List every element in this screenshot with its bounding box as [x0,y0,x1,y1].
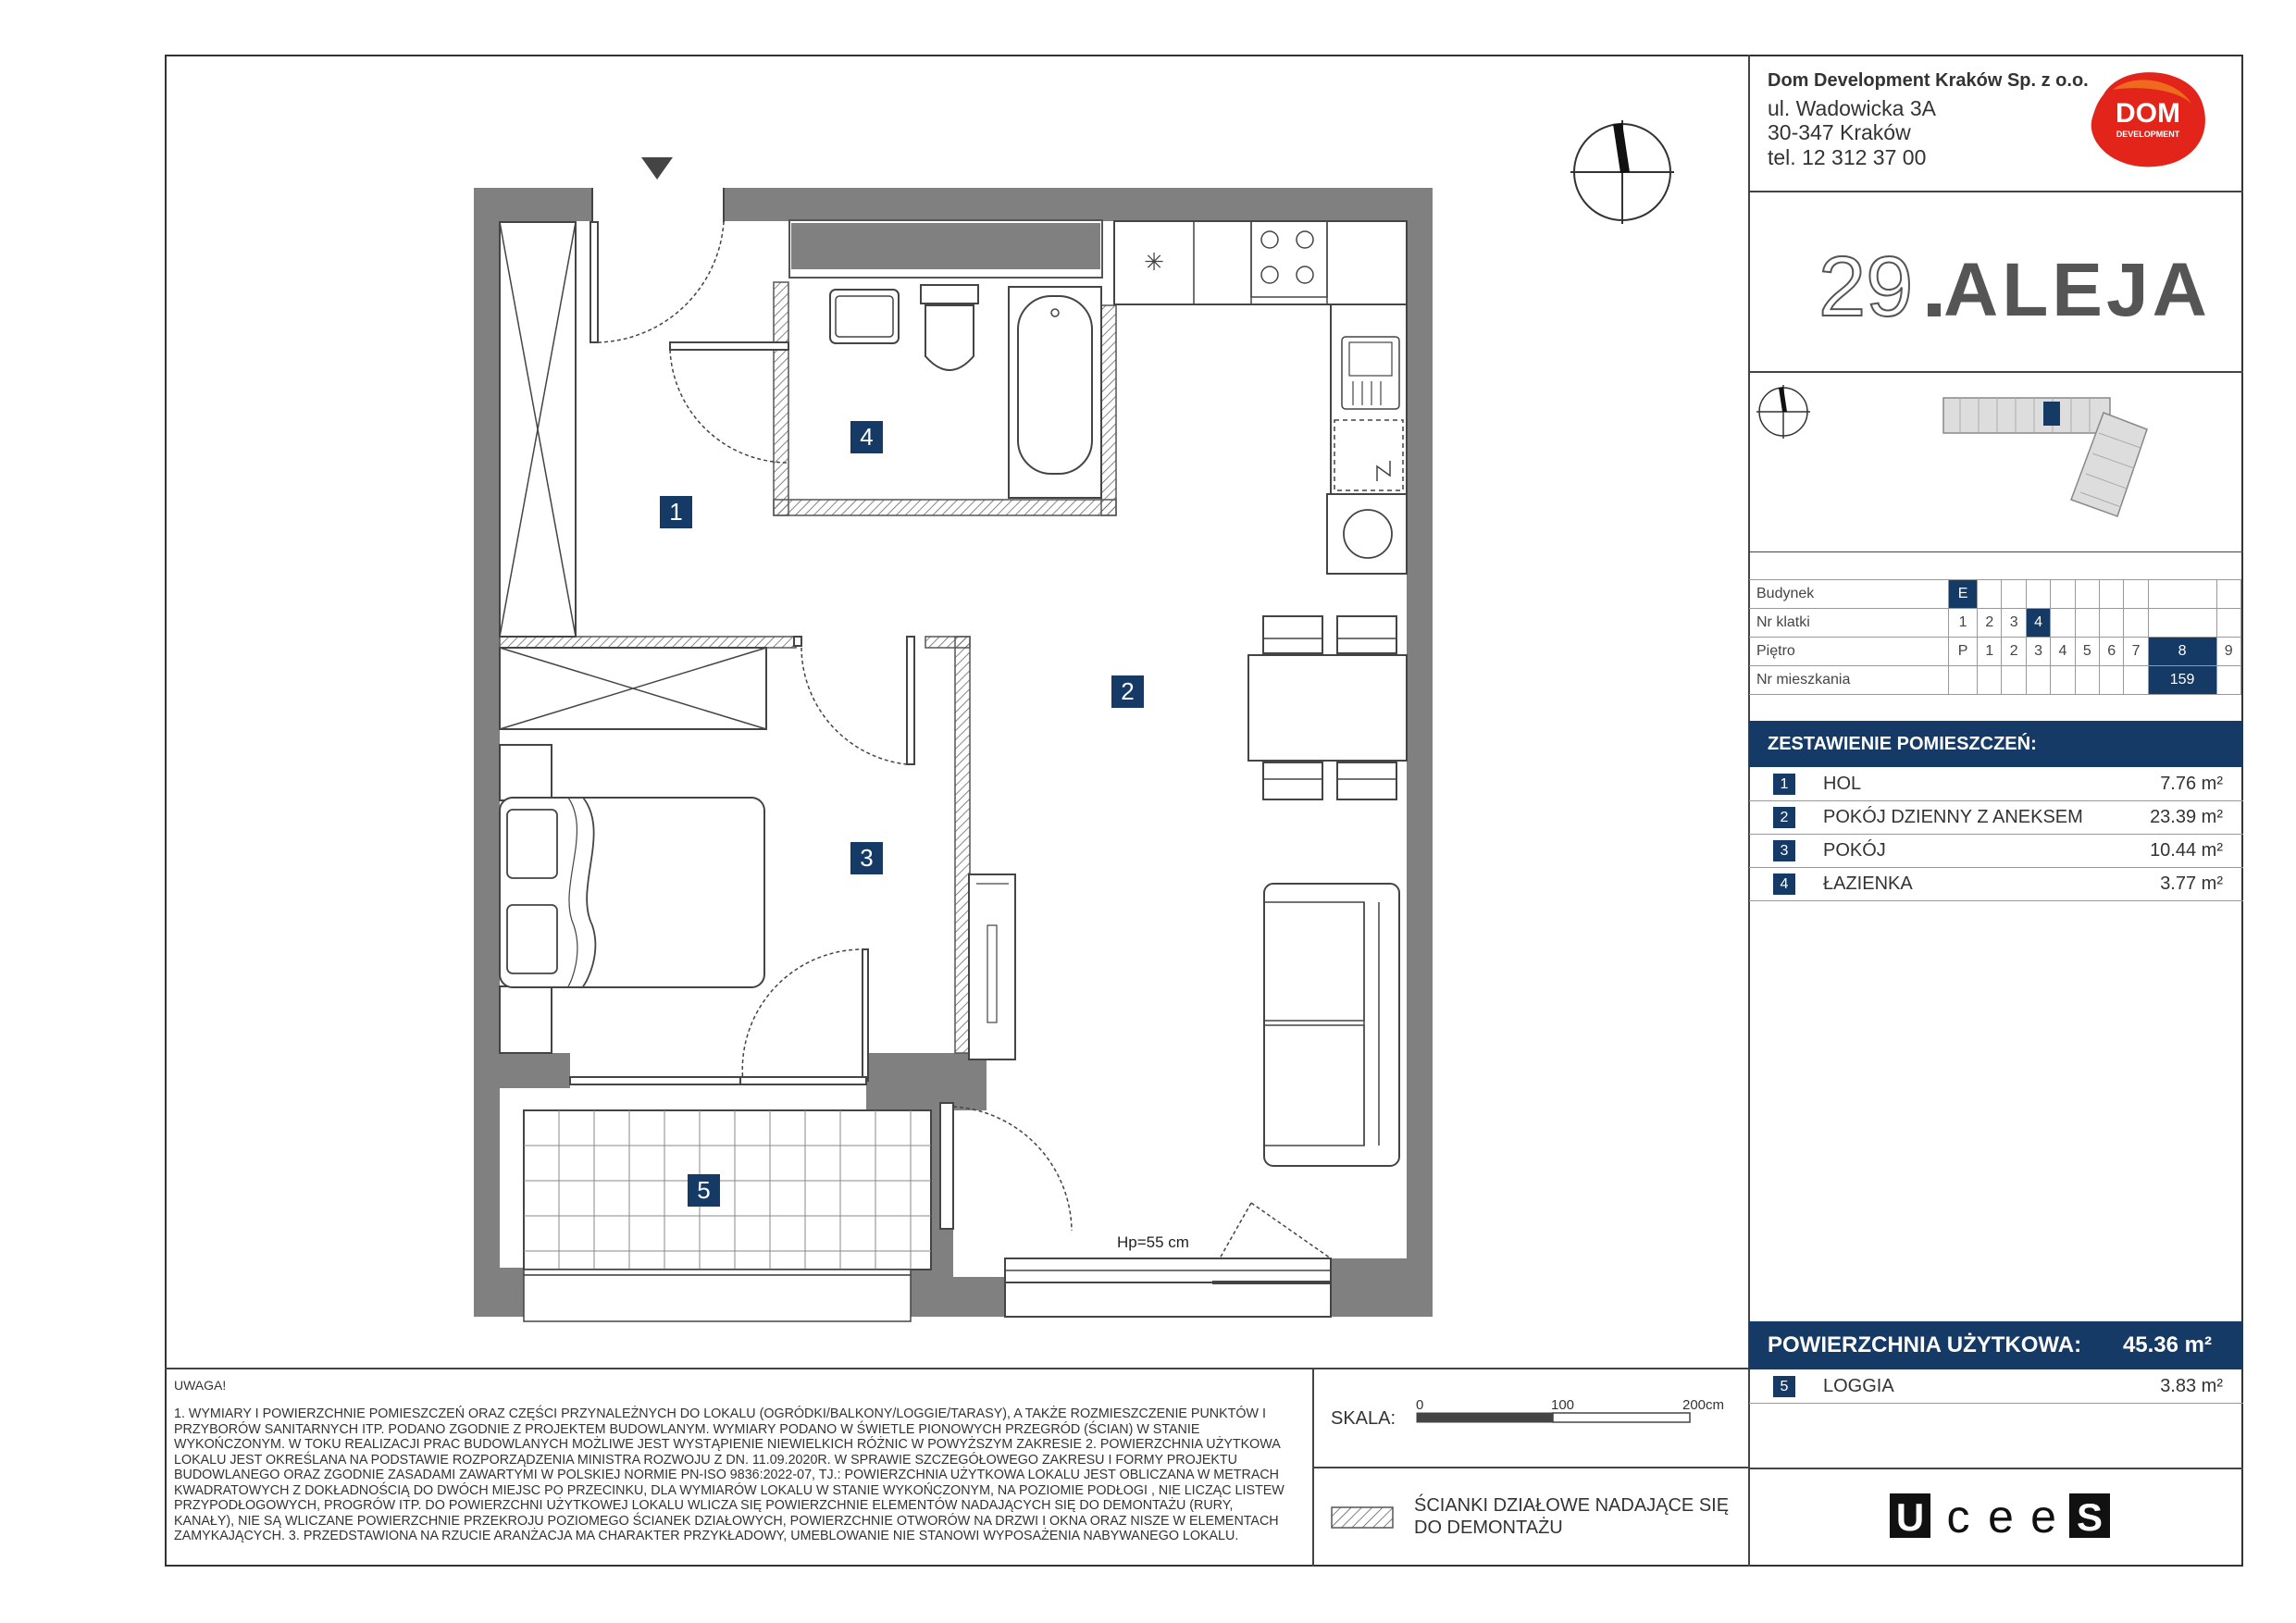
location-cell [2099,609,2123,638]
room-name: POKÓJ [1823,840,1886,861]
room-badge-4: 4 [850,421,883,453]
total-area-bar [1749,1321,2243,1369]
location-cell [2026,666,2050,695]
room-num: 4 [1773,873,1795,895]
location-cell [2124,580,2148,609]
loggia-area: 3.83 m² [2160,1376,2223,1396]
loggia-num: 5 [1773,1376,1795,1397]
ucees-letter-1: c [1946,1491,1970,1542]
location-cell [2051,666,2075,695]
location-cell: 7 [2124,638,2148,666]
location-row [1749,666,2241,695]
compass-small-icon [1756,385,1810,443]
location-cell [2124,666,2148,695]
total-area-value: 45.36 m² [2122,1332,2212,1357]
brand-logo-main: DOM [2116,98,2180,129]
scale-tick-200: 200cm [1682,1397,1725,1413]
location-cell: 159 [2148,666,2216,695]
scale-tick-100: 100 [1551,1397,1575,1413]
total-area-label: POWIERZCHNIA UŻYTKOWA: [1768,1332,2082,1357]
location-row [1749,580,2241,609]
location-cell [1978,580,2002,609]
location-cell: 2 [1978,609,2002,638]
location-row-label: Nr mieszkania [1749,666,1949,695]
location-cell: 4 [2026,609,2050,638]
room-row [1749,867,2243,901]
brand-logo-sub: DEVELOPMENT [2116,130,2180,139]
location-cell: 4 [2051,638,2075,666]
company-street: ul. Wadowicka 3A [1768,96,1936,120]
location-cell [2124,609,2148,638]
location-row-label: Nr klatki [1749,609,1949,638]
location-row-label: Budynek [1749,580,1949,609]
location-cell [2216,580,2241,609]
ucees-letter-3: e [2030,1491,2056,1542]
location-table [1749,579,2241,695]
location-cell: P [1949,638,1978,666]
notes-title: UWAGA! [174,1378,227,1393]
company-city: 30-347 Kraków [1768,120,1911,144]
location-cell [2075,580,2099,609]
location-cell: 3 [2002,609,2026,638]
location-cell [2216,666,2241,695]
room-area: 10.44 m² [2150,840,2223,861]
legend-text [1414,1494,1729,1539]
room-num: 3 [1773,840,1795,861]
room-name: POKÓJ DZIENNY Z ANEKSEM [1823,807,2083,827]
legend-line-1: ŚCIANKI DZIAŁOWE NADAJĄCE SIĘ [1414,1495,1730,1516]
location-cell [2002,666,2026,695]
location-cell: E [1949,580,1978,609]
scale-divider [1312,1467,1749,1468]
room-badge-3: 3 [850,842,883,874]
location-cell [1949,666,1978,695]
location-cell [2051,580,2075,609]
window-height-label: Hp=55 cm [1117,1233,1189,1251]
project-logo [1818,239,2211,334]
room-area: 23.39 m² [2150,807,2223,827]
location-cell: 1 [1978,638,2002,666]
notes-body: 1. WYMIARY I POWIERZCHNIE POMIESZCZEŃ ORAZ CZĘŚCI PRZYNALEŻNYCH DO LOKALU (OGRÓDKI/BALKONY/LOGGIE/TARASY), A TAKŻE ROZMIESZCZENIE PUNKTÓW I PRZYBORÓW SANITARNYCH ITP. PODANO ZGODNIE Z PROJEKTEM BUDOWLANYM. WYMIARY PODANO W ŚWIETLE PIONOWYCH PRZEGRÓD (ŚCIAN) W STANIE WYKOŃCZONYM. W TOKU REALIZACJI PRAC BUDOWLANYCH MOŻLIWE JEST WYSTĄPIENIE NIEWIELKICH RÓŻNIC W POWYŻSZYM ZAKRESIE 2. POWIERZCHNIA UŻYTKOWA LOKALU JEST OKREŚLANA NA PODSTAWIE ROZPORZĄDZENIA MINISTRA ROZWOJU Z DN. 11.09.2020R. W SPRAWIE SZCZEGÓŁOWEGO ZAKRESU I FORMY PROJEKTU BUDOWLANEGO ORAZ ZGODNIE ZASADAMI ZAWARTYMI W POLSKIEJ NORMIE PN-ISO 9836:2022-07, TJ.: POWIERZCHNIA UŻYTKOWA LOKALU JEST OBLICZANA W METRACH KWADRATOWYCH Z DOKŁADNOŚCIĄ DO DWÓCH MIEJSC PO PRZECINKU, DLA WYMIARÓW LOKALU W STANIE WYKOŃCZONYM, NA POZIOMIE PODŁOGI , NIE LICZĄC LISTEW PRZYPODŁOGOWYCH, PROGRÓW ITP. DO POWIERZCHNI UŻYTKOWEJ LOKALU WLICZA SIĘ POWIERZCHNIE ELEMENTÓW NADAJĄCYCH SIĘ DO DEMONTAŻU (RURY, KANAŁY), NIE SĄ WLICZANE POWIERZCHNIE PRZEKROJU POZIOMEGO ŚCIANEK DZIAŁOWYCH, POWIERZCHNIE OTWORÓW NA DRZWI I OKNA ORAZ NISZE W ELEMENTACH ZAMYKAJĄCYCH. 3. PRZEDSTAWIONA NA RZUCIE ARANŻACJA MA CHARAKTER PRZYKŁADOWY, UMEBLOWANIE NIE STANOWI WYPOSAŻENIA NABYWANEGO LOKALU. [174,1406,1285,1543]
location-row [1749,638,2241,666]
room-row [1749,800,2243,835]
room-num: 2 [1773,807,1795,828]
room-area: 3.77 m² [2160,873,2223,894]
company-phone: tel. 12 312 37 00 [1768,145,1927,169]
location-cell: 9 [2216,638,2241,666]
location-cell [2148,609,2216,638]
scale-tick-0: 0 [1416,1397,1424,1413]
brand-logo [2085,67,2211,170]
room-num: 1 [1773,774,1795,795]
svg-text:✳: ✳ [1144,249,1164,277]
company-name: Dom Development Kraków Sp. z o.o. [1768,70,2089,91]
project-logo-text: ALEJA [1943,248,2211,332]
location-cell: 8 [2148,638,2216,666]
ucees-letter-4: S [2076,1495,2104,1539]
location-row [1749,609,2241,638]
room-badge-2: 2 [1111,675,1144,708]
room-area: 7.76 m² [2160,774,2223,794]
room-badge-1: 1 [660,496,692,528]
ucees-letter-2: e [1988,1491,2014,1542]
location-cell: 2 [2002,638,2026,666]
building-key-plan [1942,396,2150,526]
room-row [1749,834,2243,868]
hatch-legend-icon [1331,1506,1394,1533]
scale-label: SKALA: [1331,1408,1396,1429]
location-cell [2216,609,2241,638]
location-cell: 3 [2026,638,2050,666]
scale-bar [1416,1412,1694,1430]
location-row-label: Piętro [1749,638,1949,666]
location-cell: 6 [2099,638,2123,666]
panel-line [1748,191,2243,192]
location-cell [2148,580,2216,609]
location-cell [2051,609,2075,638]
location-cell [2075,666,2099,695]
room-badge-5: 5 [688,1174,720,1207]
location-cell [2002,580,2026,609]
location-cell [2099,580,2123,609]
panel-line [1748,1468,2243,1469]
room-name: HOL [1823,774,1862,794]
room-name: ŁAZIENKA [1823,873,1913,894]
room-row [1749,767,2243,801]
panel-line [1748,371,2243,373]
location-cell [2075,609,2099,638]
legend-line-2: DO DEMONTAŻU [1414,1518,1563,1538]
location-cell [2026,580,2050,609]
project-logo-number: 29 [1818,240,1914,334]
loggia-name: LOGGIA [1823,1376,1894,1396]
location-cell [1978,666,2002,695]
rooms-header: ZESTAWIENIE POMIESZCZEŃ: [1749,721,2243,767]
loggia-row [1749,1369,2243,1404]
panel-line [1748,551,2243,552]
location-cell [2099,666,2123,695]
location-cell: 5 [2075,638,2099,666]
ucees-letter-0: U [1895,1495,1925,1539]
location-cell: 1 [1949,609,1978,638]
ucees-logo [1888,1488,2115,1543]
